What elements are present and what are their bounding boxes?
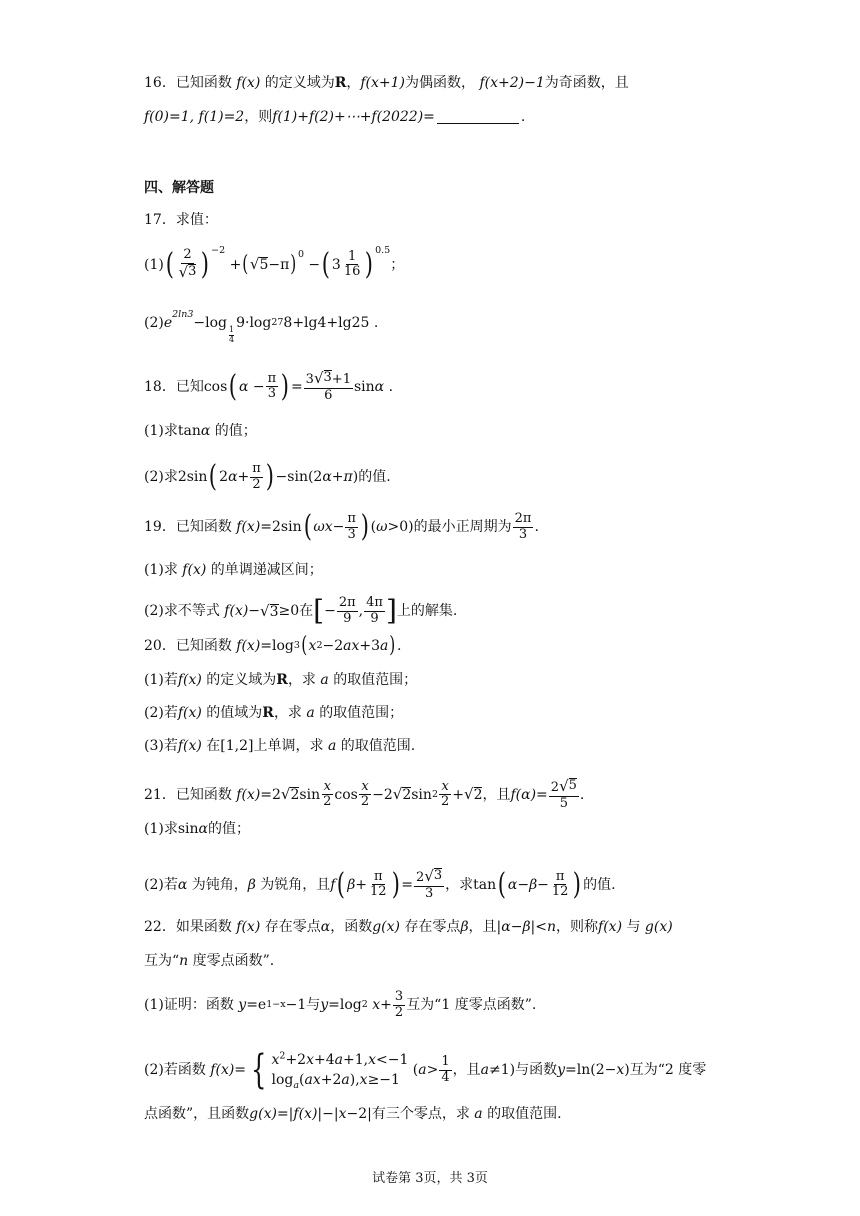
q21-part2: (2)若 α 为钝角， β 为锐角，且 f ( β + $\frac{\pi}{12}$ ) = 2 √ 3 3 ，求 tan ( α − β − $\frac{\pi}{12}$ ) 的值. (144, 866, 616, 902)
q19-line1: 19． 已知函数 f(x) =2sin ( ωx − $\frac{\pi}{3}$ ) ( ω >0) 的最小正周期为 $\frac{2\pi}{3}$ . (144, 509, 539, 545)
text: ，且 (452, 1062, 481, 1078)
text: 的值. (358, 469, 391, 486)
text: 互为“2 度零 (629, 1062, 707, 1078)
paren: ) (265, 459, 274, 495)
q20-line1: 20． 已知函数 f(x) =log 3 ( x 2 −2 ax +3 a ) . (144, 633, 402, 658)
fraction: $\frac{\pi}{3}$ (347, 511, 356, 542)
paren: ) (280, 368, 290, 404)
text: 已知函数 (175, 638, 232, 654)
text: (2)求不等式 (144, 603, 220, 620)
paren: ( (165, 246, 174, 282)
text: 与 (306, 997, 321, 1014)
math: −log (193, 315, 227, 332)
text: 已知 (175, 378, 204, 395)
question-number: 22． (144, 919, 176, 935)
text: 为偶函数， (405, 75, 476, 91)
text: 为奇函数，且 (544, 75, 629, 91)
q22-part1: (1)证明：函数 y =e 1−x −1 与 y =log 2 x + $\frac{3}{2}$ 互为“1 度零点函数”. (144, 989, 537, 1020)
paren: ( (303, 509, 312, 545)
text: ，且 (482, 786, 511, 803)
text: 的单调递减区间； (210, 562, 323, 578)
text: ，则称 (556, 919, 599, 935)
text: 度零点函数”. (192, 953, 275, 969)
fraction: $\frac{2\pi}{3}$ (514, 511, 532, 542)
q20-part2: (2)若 f(x) 的值域为 R ，求 a 的取值范围； (144, 705, 404, 721)
q19-part1: (1)求 f(x) 的单调递减区间； (144, 562, 323, 578)
q22-line2: 互为“ n 度零点函数”. (144, 953, 275, 969)
text: (1)若 (144, 672, 178, 688)
question-number: 18． (144, 378, 176, 395)
text: (3)若 (144, 738, 178, 754)
math: 8+lg4+lg25 (283, 315, 370, 332)
question-number: 21． (144, 786, 176, 803)
paren: ) (573, 866, 582, 902)
text: ，且 (468, 919, 497, 935)
paren: ( (301, 633, 308, 658)
text: 的定义域为 (264, 75, 335, 91)
text: ， (346, 75, 361, 91)
question-number: 17． (144, 212, 176, 228)
q16-line1 (144, 76, 629, 90)
text: )与函数 (509, 1062, 558, 1078)
paren: ) (365, 246, 374, 282)
fraction: 2 √ 3 (178, 247, 197, 281)
text: (2)若函数 (144, 1062, 206, 1078)
text: 上单调，求 (253, 738, 324, 754)
fraction: $\frac{1}{16}$ (343, 248, 361, 280)
paren: ( (242, 251, 249, 277)
math: f(x+2)−1 (475, 75, 545, 91)
text: 的值； (214, 423, 257, 439)
text: 的取值范围. (487, 1106, 562, 1122)
fraction: $\frac{\pi}{2}$ (252, 461, 261, 492)
part-label: (2) (144, 315, 164, 332)
sqrt: √ 5 (249, 255, 269, 274)
q22-part2: (2)若函数 f(x) = { $x^2+2x+4a+1,x<-1$ $\log_a(ax+2a),x\ge-1$ ( a > $\frac{1}{4}$ ，且 a ≠1 )与函数 y =ln(2− x ) 互为“2 度零 (144, 1047, 707, 1093)
paren: ( (497, 866, 507, 902)
text: 的值. (583, 876, 616, 893)
q21-part1: (1)求 sin α 的值； (144, 821, 250, 837)
text: (2)若 (144, 705, 178, 721)
paren: ) (360, 509, 369, 545)
text: ，函数 (330, 919, 373, 935)
text: 互为“ (144, 953, 180, 969)
q17-part2: (2) $e^{2ln3}$ −log 1 4 9·log 27 8+lg4+lg25 . (144, 308, 379, 344)
text: 与 (626, 919, 641, 935)
paren: ( (229, 368, 238, 404)
piecewise: { $x^2+2x+4a+1,x<-1$ $\log_a(ax+2a),x\ge-1$ (251, 1047, 409, 1093)
text: ，求 (287, 672, 316, 688)
bracket: [ (313, 594, 325, 628)
q18-line1: 18． 已知 cos ( α − $\frac{\pi}{3}$ ) = 3 √ 3 +1 6 sin α . (144, 368, 394, 404)
text: 点函数”，且函数 (144, 1106, 250, 1122)
text: . (534, 519, 539, 536)
q17-title (144, 213, 218, 227)
paren: ( (337, 866, 346, 902)
q19-part2: (2)求不等式 f(x) − √ 3 ≥0 在 [ − $\frac{2\pi}{9}$ , $\frac{4\pi}{9}$ ] 上的解集. (144, 594, 458, 628)
math: f(x) (231, 75, 265, 91)
part-label: (1) (144, 256, 164, 273)
text: 的定义域为 (206, 672, 277, 688)
text: 已知函数 (175, 786, 232, 803)
text: (1)求 (144, 562, 178, 578)
q21-line1: 21． 已知函数 f(x) =2 √ 2 sin $\frac{x}{2}$ cos $\frac{x}{2}$ −2 √ 2 sin 2 $\frac{x}{2}$ + √ 2 ，且 f(α) = 2 √ 5 5 . (144, 777, 585, 811)
math: f(1)+f(2)+⋯+f(2022)= (272, 109, 435, 125)
paren: ) (389, 633, 396, 658)
text: 存在零点 (264, 919, 321, 935)
text: 的取值范围. (340, 738, 416, 754)
q17-part1: (1) ( 2 √ 3 ) $^{-2}$ + ( √ 5 −π ) $^0$ − ( 3 $\frac{1}{16}$ ) $^{0.5}$ ； (144, 244, 405, 282)
q22-line1: 22． 如果函数 f(x) 存在零点 α ，函数 g(x) 存在零点 β ，且 | α − β |< n ，则称 f(x) 与 g(x) (144, 919, 673, 935)
paren: ) (201, 246, 210, 282)
text: 的值； (208, 821, 250, 837)
q20-part3: (3)若 f(x) 在 [1,2] 上单调，求 a 的取值范围. (144, 738, 416, 754)
text: 的值域为 (206, 705, 263, 721)
text: . (520, 109, 526, 125)
text: . (396, 638, 402, 654)
question-number: 19． (144, 519, 176, 536)
page-footer: 试卷第 3页，共 3页 (372, 1171, 488, 1186)
paren: ) (290, 251, 297, 277)
text: 在 (206, 738, 221, 754)
text: 存在零点 (404, 919, 461, 935)
text: 的取值范围； (333, 672, 418, 688)
paren: ( (209, 459, 218, 495)
math: 9·log (236, 315, 272, 332)
answer-blank[interactable] (437, 111, 519, 124)
text: ； (390, 256, 405, 273)
q22-line-last: 点函数”，且函数 g(x) =| f(x) |−| x −2| 有三个零点，求 a 的取值范围. (144, 1106, 562, 1122)
q20-part1: (1)若 f(x) 的定义域为 R ，求 a 的取值范围； (144, 672, 418, 688)
text: (2)求 (144, 469, 178, 486)
fraction: 3 √ 3 +1 6 (305, 369, 351, 403)
math: f(x+1) (360, 75, 406, 91)
text: (1)求 (144, 423, 178, 439)
bracket: ] (385, 594, 397, 628)
text: 在 (299, 603, 314, 620)
fraction: $\frac{\pi}{3}$ (267, 370, 277, 402)
section-title: 四、解答题 (144, 180, 214, 196)
text: 为钝角， (191, 876, 248, 893)
math: f(0)=1, f(1)=2 (144, 109, 245, 125)
text: 已知函数 (175, 519, 232, 536)
text: 有三个零点，求 (371, 1106, 470, 1122)
text: 为锐角，且 (260, 876, 331, 893)
text: 求值： (175, 212, 218, 228)
question-number: 16． (144, 75, 176, 91)
q16-line2 (144, 110, 525, 124)
question-number: 20． (144, 638, 176, 654)
text: 上的解集. (396, 603, 458, 620)
text: ，求 (273, 705, 302, 721)
text: (1)证明：函数 (144, 997, 234, 1014)
text: ，求 (445, 876, 474, 893)
text: (1)求 (144, 821, 178, 837)
paren: ( (321, 246, 331, 282)
text: 已知函数 (175, 75, 232, 91)
text: ，则 (244, 109, 273, 125)
text: . (579, 786, 585, 803)
text: 的最小正周期为 (413, 519, 512, 536)
text: . (373, 315, 379, 332)
text: 互为“1 度零点函数”. (406, 997, 537, 1014)
fraction: $\frac{4\pi}{9}$ (366, 595, 383, 626)
math-R: R (334, 75, 347, 91)
text: . (388, 378, 394, 395)
text: 如果函数 (175, 919, 232, 935)
q18-part1: (1)求 tan α 的值； (144, 423, 257, 439)
text: (2)若 (144, 876, 178, 893)
text: 的取值范围； (319, 705, 404, 721)
fraction: $\frac{2\pi}{9}$ (338, 595, 356, 626)
paren: ) (391, 866, 400, 902)
q18-part2: (2)求 2sin ( 2 α + $\frac{\pi}{2}$ ) −sin(2 α + π ) 的值. (144, 459, 391, 495)
